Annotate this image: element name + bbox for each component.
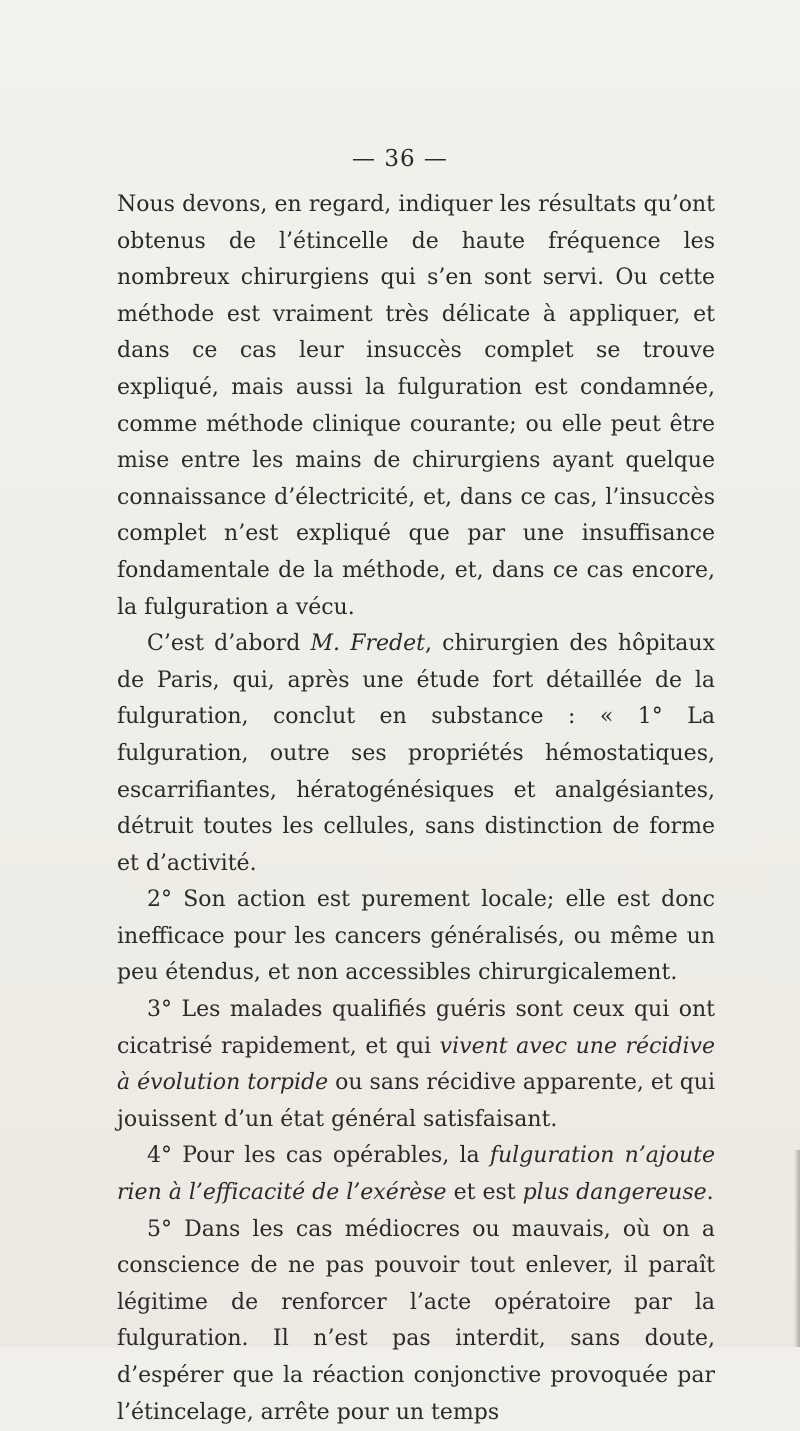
page-number: — 36 — (352, 146, 448, 172)
text-run: et est (446, 1180, 523, 1206)
italic-text: plus dangereuse (522, 1180, 707, 1206)
italic-text: fulguration n’ajoute rien à l’efficacité de l’exérèse (117, 1143, 715, 1206)
text-run: 2° Son action est purement locale; elle est donc inefficace pour les cancers généralisés, ou même un peu étendus, et non accessibles chirurgicalement. (117, 887, 715, 986)
text-run: 5° Dans les cas médiocres ou mauvais, où on a conscience de ne pas pouvoir tout enlever, il paraît légitime de renforcer l’acte opératoire par la fulguration. Il n’est pas interdit, sans doute, d’espérer que la réaction conjonctive provoquée par l’étincelage, arrête pour un temps (117, 1216, 715, 1425)
text-run: 4° Pour les cas opérables, la (147, 1143, 490, 1169)
page-edge-shadow (794, 1150, 800, 1347)
paragraph (117, 992, 715, 1138)
body-text (117, 187, 715, 1431)
paragraph (117, 626, 715, 882)
text-run: 3° Les malades qualifiés guéris sont ceux qui ont cicatrisé rapidement, et qui (117, 997, 715, 1059)
text-run: . (706, 1180, 714, 1206)
text-run: , chirurgien des hôpitaux de Paris, qui, après une étude fort détaillée de la fulguration, conclut en substance : « 1° La fulguration, outre ses propriétés hémostatiques, escarrifiantes, hératogénésiques et analgésiantes, détruit toutes les cellules, sans distinction de forme et d’activité. (117, 631, 715, 876)
italic-text: vivent avec une récidive à évolution torpide (117, 1033, 716, 1096)
text-run: Nous devons, en regard, indiquer les résultats qu’ont obtenus de l’étincelle de haute fréquence les nombreux chirurgiens qui s’en sont servi. Ou cette méthode est vraiment très délicate à appliquer, et dans ce cas leur insuccès complet se trouve expliqué, mais aussi la fulguration est condamnée, comme méthode clinique courante; ou elle peut être mise entre les mains de chirurgiens ayant quelque connaissance d’électricité, et, dans ce cas, l’insuccès complet n’est expliqué que par une insuffisance fondamentale de la méthode, et, dans ce cas encore, la fulguration a vécu. (117, 192, 715, 620)
paragraph (117, 1138, 715, 1211)
paragraph (117, 1212, 715, 1431)
text-run: ou sans récidive apparente, et qui jouissent d’un état général satisfaisant. (117, 1070, 715, 1132)
text-run: C’est d’abord (147, 631, 311, 657)
paragraph (117, 882, 715, 992)
paragraph (117, 187, 715, 626)
italic-text: M. Fredet (310, 631, 425, 657)
